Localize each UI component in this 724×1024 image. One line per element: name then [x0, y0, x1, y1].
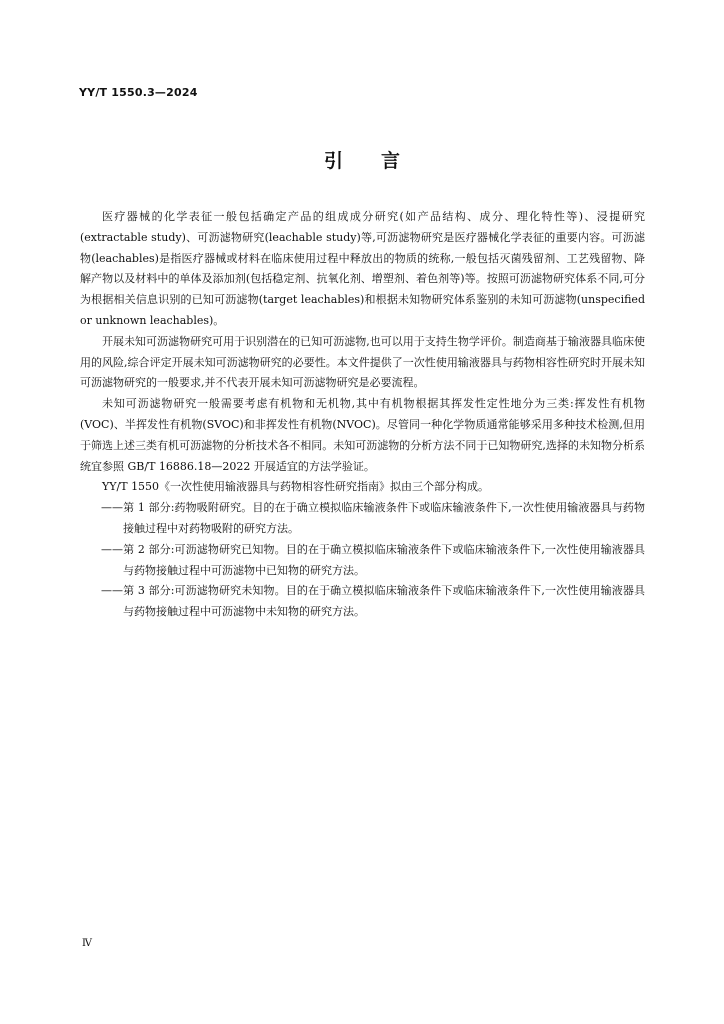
page-title	[0, 146, 724, 173]
paragraph-chemical-characterization: 医疗器械的化学表征一般包括确定产品的组成成分研究(如产品结构、成分、理化特性等)、浸提研究(extractable study)、可沥滤物研究(leachable study)等,可沥滤物研究是医疗器械化学表征的重要内容。可沥滤物(leachables)是指医疗器械或材料在临床使用过程中释放出的物质的统称,一般包括灭菌残留剂、工艺残留物、降解产物以及材料中的单体及添加剂(包括稳定剂、抗氧化剂、增塑剂、着色剂等)等。按照可沥滤物研究体系不同,可分为根据相关信息识别的已知可沥滤物(target leachables)和根据未知物研究体系鉴别的未知可沥滤物(unspecified or unknown leachables)。	[80, 210, 645, 327]
title-char-1: 引	[323, 150, 343, 172]
introduction-body	[80, 207, 645, 623]
list-item-part-2: ——第 2 部分:可沥滤物研究已知物。目的在于确立模拟临床输液条件下或临床输液条件下,一次性使用输液器具与药物接触过程中可沥滤物中已知物的研究方法。	[101, 542, 645, 577]
list-item-part-3: ——第 3 部分:可沥滤物研究未知物。目的在于确立模拟临床输液条件下或临床输液条件下,一次性使用输液器具与药物接触过程中可沥滤物中未知物的研究方法。	[101, 584, 645, 619]
paragraph-unknown-leachables-purpose: 开展未知可沥滤物研究可用于识别潜在的已知可沥滤物,也可以用于支持生物学评价。制造商基于输液器具临床使用的风险,综合评定开展未知可沥滤物研究的必要性。本文件提供了一次性使用输液器具与药物相容性研究时开展未知可沥滤物研究的一般要求,并不代表开展未知可沥滤物研究是必要流程。	[80, 334, 645, 390]
list-item-part-1: ——第 1 部分:药物吸附研究。目的在于确立模拟临床输液条件下或临床输液条件下,一次性使用输液器具与药物接触过程中对药物吸附的研究方法。	[101, 501, 645, 535]
standard-code: YY/T 1550.3—2024	[79, 86, 198, 99]
page-number: Ⅳ	[82, 938, 92, 949]
title-char-2: 言	[381, 150, 401, 172]
paragraph-series-structure: YY/T 1550《一次性使用输液器具与药物相容性研究指南》拟由三个部分构成。	[102, 480, 490, 494]
paragraph-organic-inorganic: 未知可沥滤物研究一般需要考虑有机物和无机物,其中有机物根据其挥发性定性地分为三类:挥发性有机物(VOC)、半挥发性有机物(SVOC)和非挥发性有机物(NVOC)。尽管同一种化学物质通常能够采用多种技术检测,但用于筛选上述三类有机可沥滤物的分析技术各不相同。未知可沥滤物的分析方法不同于已知物研究,选择的未知物分析系统宜参照 GB/T 16886.18—2022 开展适宜的方法学验证。	[80, 397, 645, 473]
